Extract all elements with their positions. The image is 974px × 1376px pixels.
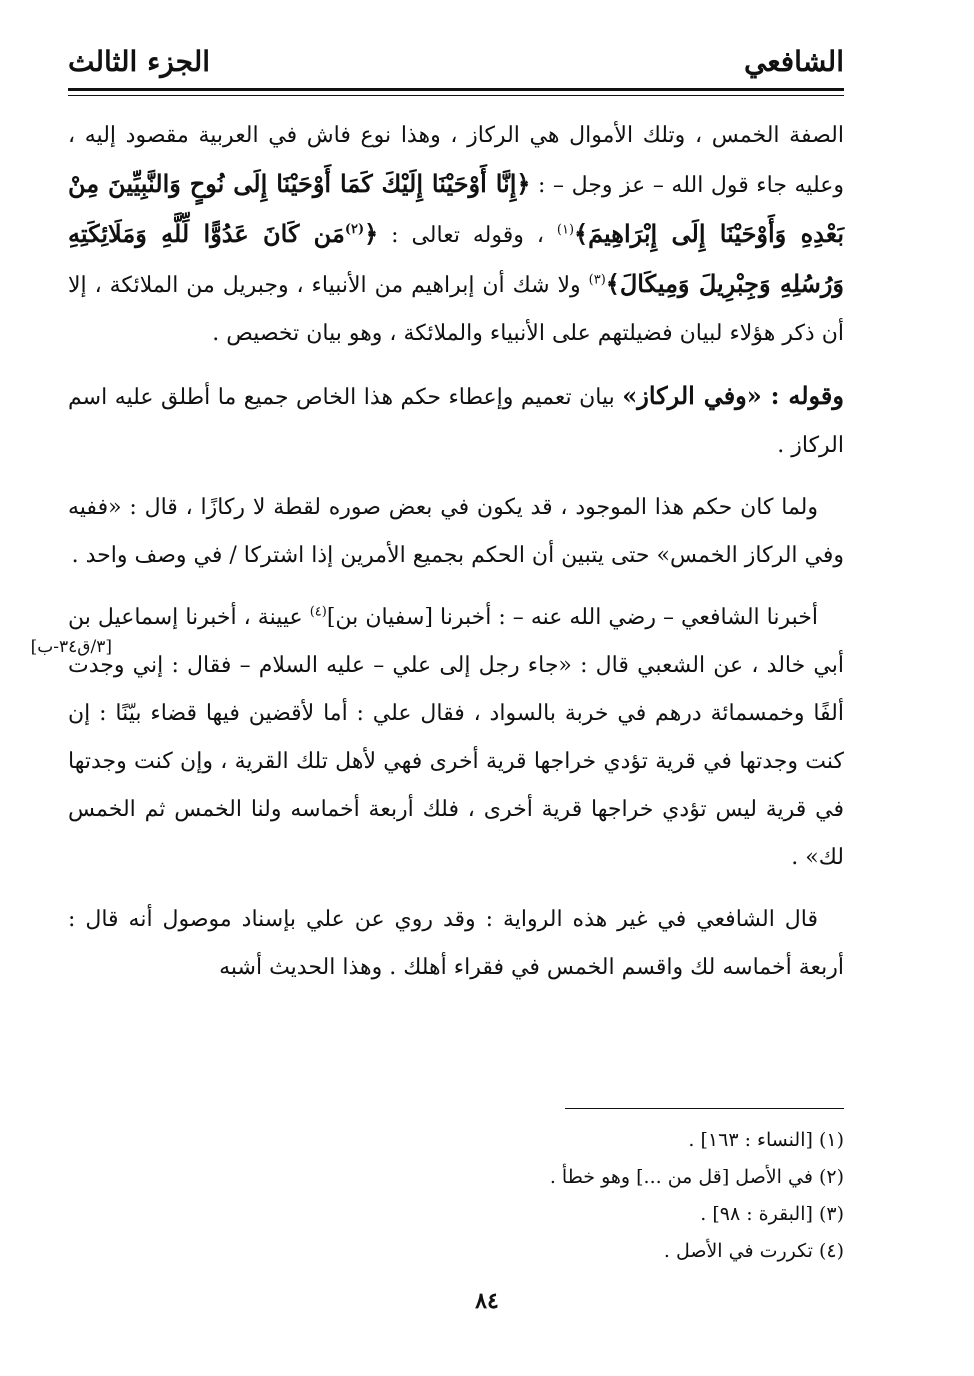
paragraph-2: وقوله : «وفي الركاز» بيان تعميم وإعطاء حكم هذا الخاص جميع ما أطلق عليه اسم الركاز . xyxy=(68,381,844,458)
footnote-4: (٤) تكررت في الأصل . xyxy=(663,1240,844,1262)
header-book-title: الشافعي xyxy=(743,45,844,78)
footnote-3: (٣) [البقرة : ٩٨] . xyxy=(700,1203,844,1225)
header-rule-thin xyxy=(68,95,844,96)
paragraph-3: ولما كان حكم هذا الموجود ، قد يكون في بعض صوره لقطة لا ركازًا ، قال : «ففيه وفي الركاز الخمس» حتى يتبين أن الحكم بجميع الأمرين إذا اشتركا / في وصف واحد . xyxy=(68,495,844,568)
main-text xyxy=(68,112,844,1006)
footnote-1: (١) [النساء : ١٦٣] . xyxy=(688,1129,844,1151)
footnote-separator xyxy=(565,1108,844,1109)
paragraph-4: أخبرنا الشافعي – رضي الله عنه – : أخبرنا [سفيان بن]$^{(٤)}$ عيينة ، أخبرنا إسماعيل بن أبي خالد ، عن الشعبي قال : «جاء رجل إلى علي – عليه السلام – فقال : إني وجدت ألفًا وخمسمائة درهم في خربة بالسواد ، فقال علي : أما لأقضين فيها قضاء بيّنًا : إن كنت وجدتها في قرية تؤدي خراجها قرية أخرى فهي لأهل تلك القرية ، وإن كنت وجدتها في قرية ليس تؤدي خراجها قرية أخرى ، فلك أربعة أخماسه ولنا الخمس ثم الخمس لك» . xyxy=(68,604,844,870)
running-header xyxy=(68,40,844,90)
paragraph-5: قال الشافعي في غير هذه الرواية : وقد روي عن علي بإسناد موصول أنه قال : أربعة أخماسه لك واقسم الخمس في فقراء أهلك . وهذا الحديث أشبه xyxy=(68,907,844,980)
header-volume-title: الجزء الثالث xyxy=(68,45,211,78)
header-rule-thick xyxy=(68,88,844,91)
page-number: ٨٤ xyxy=(475,1288,499,1314)
footnotes xyxy=(244,1122,844,1270)
footnote-2: (٢) في الأصل [قل من ...] وهو خطأ . xyxy=(549,1166,844,1188)
manuscript-folio-note: [٣/ق٣٤-ب] xyxy=(30,637,112,657)
paragraph-1: الصفة الخمس ، وتلك الأموال هي الركاز ، وهذا نوع فاش في العربية مقصود إليه ، وعليه جاء قول الله – عز وجل – : ﴿إِنَّا أَوْحَيْنَا إِلَيْكَ كَمَا أَوْحَيْنَا إِلَى نُوحٍ وَالنَّبِيِّينَ مِنْ بَعْدِهِ وَأَوْحَيْنَا إِلَى إِبْرَاهِيمَ﴾$^{(١)}$ ، وقوله تعالى : ﴿$^{(٢)}$مَن كَانَ عَدُوًّا لِّلَّهِ وَمَلَائِكَتِهِ وَرُسُلِهِ وَجِبْرِيلَ وَمِيكَالَ﴾$^{(٣)}$ ولا شك أن إبراهيم من الأنبياء ، وجبريل من الملائكة ، إلا أن ذكر هؤلاء لبيان فضيلتهم على الأنبياء والملائكة ، وهو بيان تخصيص . xyxy=(68,123,845,346)
